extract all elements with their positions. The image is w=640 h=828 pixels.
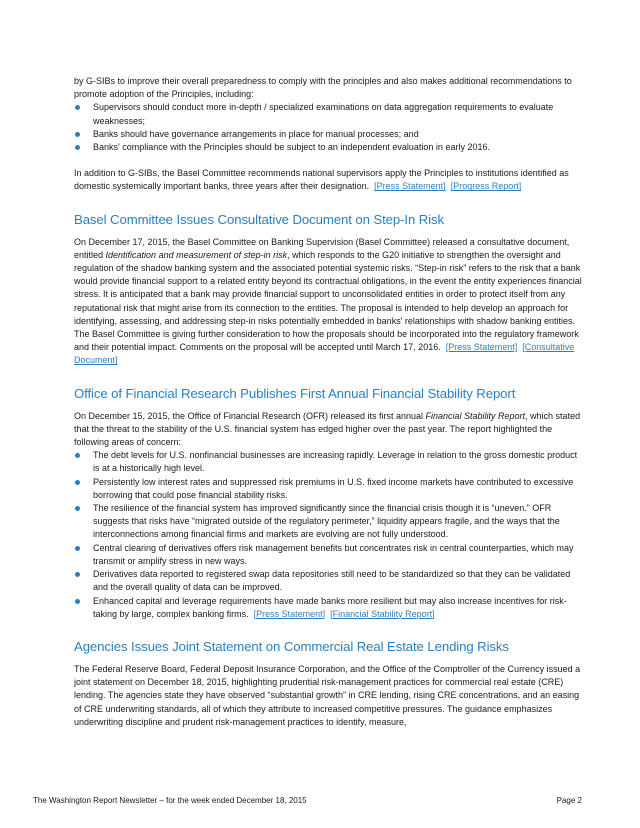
bullet-icon [75,572,80,577]
bullet-icon [75,145,80,150]
intro-paragraph: by G-SIBs to improve their overall preparedness to comply with the principles and also makes additional recommendations to promote adoption of the Principles, including: [74,76,572,100]
list-item: Persistently low interest rates and suppressed risk premiums in U.S. fixed income markets have contributed to excessive borrowing that could pose financial stability risks. [74,476,586,502]
step-in-risk-paragraph: On December 17, 2015, the Basel Committee on Banking Supervision (Basel Committee) released a consultative document, entitled Identification and measurement of step-in risk, which responds to the G20 initiative to strengthen the oversight and regulation of the shadow banking system and the associated potential systemic risks. “Step-in risk” refers to the risk that a bank would provide financial support to a related entity beyond its contractual obligations, in the event the entity experiences financial stress. It is anticipated that a bank may provide financial support to unconsolidated entities in order to protect itself from any reputational risk that might arise from its connection to the entities. The proposal is intended to help develop an approach for identifying, assessing, and addressing step-in risks potentially embedded in banks' relationships with shadow banking entities. The Basel Committee is giving further consideration to how the proposals should be incorporated into the regulatory framework and their potential impact. Comments on the proposal will be accepted until March 17, 2016. [Press Statement] [Consultative Document] [74,236,582,366]
section-heading-cre-lending: Agencies Issues Joint Statement on Commercial Real Estate Lending Risks [74,638,509,654]
bullet-icon [75,453,80,458]
list-item: Derivatives data reported to registered swap data repositories still need to be standardized so that they can be validated and the overall quality of data can be improved. [74,568,586,594]
financial-stability-report-link[interactable]: [Financial Stability Report] [330,608,435,619]
section-heading-step-in-risk: Basel Committee Issues Consultative Document on Step-In Risk [74,211,445,227]
list-item: Enhanced capital and leverage requirements have made banks more resilient but may also increase incentives for risk-taking by large, complex banking firms. [Press Statement] [Financial Stability Report] [74,595,586,621]
list-item: Banks' compliance with the Principles should be subject to an independent evaluation in early 2016. [74,141,586,154]
bullet-icon [75,546,80,551]
ofr-bullet-list [74,449,586,621]
progress-report-link[interactable]: [Progress Report] [450,181,522,192]
list-item: The resilience of the financial system has improved significantly since the financial crisis though it is “uneven.” OFR suggests that risks have “migrated outside of the regulatory perimeter,” liquidity appears fragile, and the ways that the interconnections among financial firms and markets are evolving are not fully understood. [74,502,586,542]
section-heading-ofr-report: Office of Financial Research Publishes First Annual Financial Stability Report [74,385,516,401]
list-item: The debt levels for U.S. nonfinancial businesses are increasing rapidly. Leverage in relation to the gross domestic product is at a historically high level. [74,449,586,475]
intro-closing-paragraph: In addition to G-SIBs, the Basel Committee recommends national supervisors apply the Principles to institutions identified as domestic systemically important banks, three years after their designation. [Press Statement] [Progress Report] [74,168,569,192]
list-item: Central clearing of derivatives offers risk management benefits but concentrates risk in central counterparties, which may transmit or amplify stress in new ways. [74,542,586,568]
press-statement-link[interactable]: [Press Statement] [253,608,326,619]
cre-lending-paragraph: The Federal Reserve Board, Federal Deposit Insurance Corporation, and the Office of the Comptroller of the Currency issued a joint statement on December 18, 2015, highlighting prudential risk-management practices for commercial real estate (CRE) lending. The agencies state they have observed “substantial growth” in CRE lending, rising CRE concentrations, and an easing of CRE underwriting standards, all of which they attribute to increased competitive pressures. The guidance emphasizes underwriting discipline and prudent risk-management practices to identify, measure, [74,663,581,727]
bullet-icon [75,506,80,511]
ofr-paragraph: On December 15, 2015, the Office of Financial Research (OFR) released its first annual Financial Stability Report, which stated that the threat to the stability of the U.S. financial system has edged higher over the past year. The report highlighted the following areas of concern: [74,410,581,448]
bullet-icon [75,105,80,110]
intro-bullet-list [74,101,586,154]
page-content [74,75,586,729]
page-footer [33,796,582,805]
footer-title: The Washington Report Newsletter – for the week ended December 18, 2015 [33,796,307,805]
bullet-icon [75,480,80,485]
press-statement-link[interactable]: [Press Statement] [445,342,518,353]
consultative-document-link[interactable]: [Consultative Document] [74,342,575,366]
page-number: Page 2 [556,796,582,805]
list-item: Supervisors should conduct more in-depth / specialized examinations on data aggregation requirements to evaluate weaknesses; [74,101,586,127]
bullet-icon [75,132,80,137]
press-statement-link[interactable]: [Press Statement] [374,181,446,192]
list-item: Banks should have governance arrangements in place for manual processes; and [74,128,586,141]
bullet-icon [75,599,80,604]
